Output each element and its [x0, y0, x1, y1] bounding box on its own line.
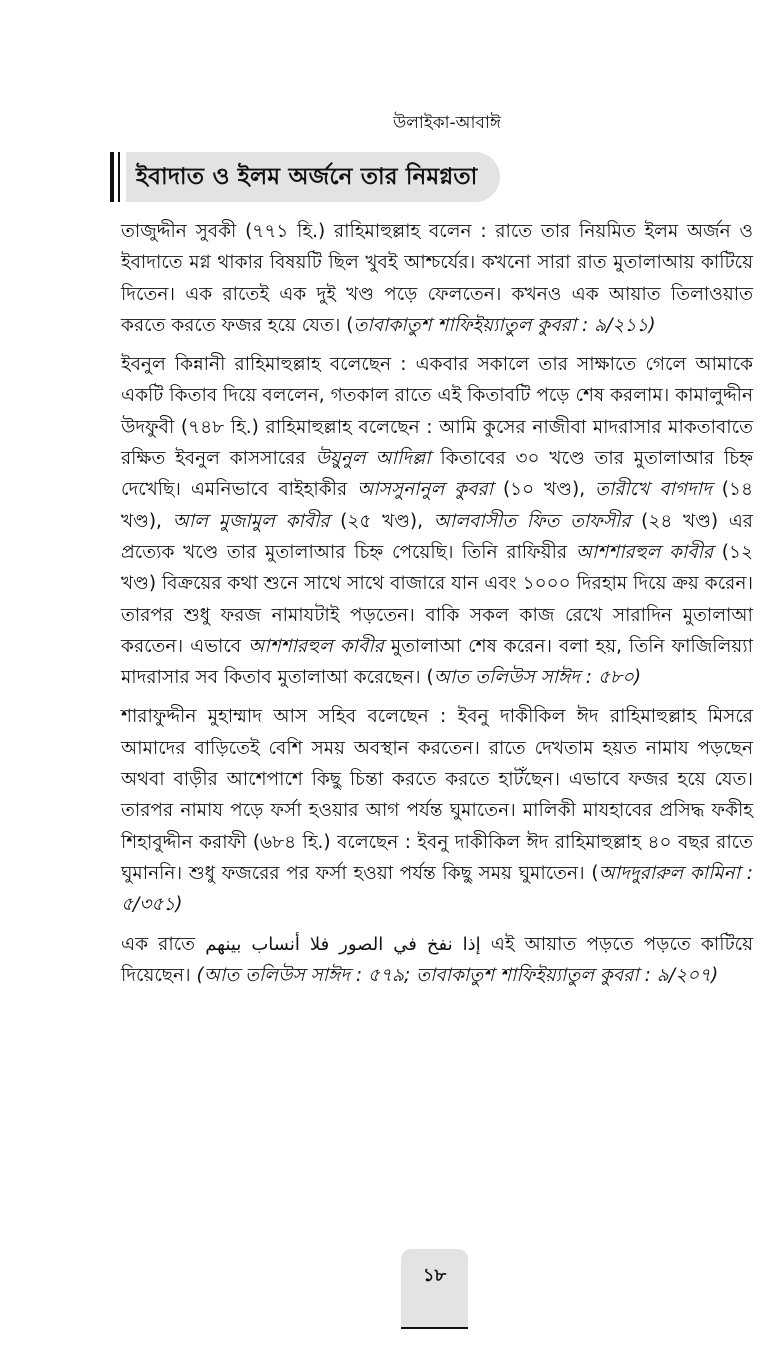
paragraph-2-segment: কিতাবের ৩০ খণ্ডে তার মুতালাআর চিহ্ন দেখেছি। এমনিভাবে বাইহাকীর	[121, 448, 753, 501]
book-title: আশশারহুল কাবীর	[575, 541, 714, 563]
book-title: আসসুনানুল কুবরা	[357, 479, 494, 501]
paragraph-3-citation: আদদুরারুল কামিনা : ৫/৩৫১)	[121, 862, 754, 916]
paragraph-2-segment: (১০ খণ্ড),	[493, 479, 596, 501]
section-title: ইবাদাত ও ইলম অর্জনে তার নিমগ্নতা	[126, 152, 500, 202]
paragraph-2-segment: (২৫ খণ্ড),	[329, 510, 434, 532]
paragraph-2-segment: (১৪ খণ্ড),	[121, 479, 753, 532]
section-heading	[110, 152, 500, 202]
paragraph-2-segment: মুতালাআ শেষ করেন। বলা হয়, তিনি ফাজিলিয়্যা মাদরাসার সব কিতাব মুতালাআ করেছেন। (	[121, 635, 754, 689]
paragraph-4-citation: (আত তলিউস সাঈদ : ৫৭৯; তাবাকাতুশ শাফিইয়্যাতুল কুবরা : ৯/২০৭)	[196, 964, 719, 986]
paragraph-4-segment: এক রাতে	[121, 933, 206, 955]
page-number	[401, 1249, 468, 1329]
arabic-verse: إذا نفخ في الصور فلا أنساب بينهم	[205, 933, 481, 955]
running-header-text: উলাইকা-আবাঈ	[393, 113, 501, 133]
paragraph-4	[121, 929, 753, 992]
paragraph-3-text: শারাফুদ্দীন মুহাম্মাদ আস সহিব বলেছেন : ইবনু দাকীকিল ঈদ রাহিমাহুল্লাহ মিসরে আমাদের বাড়িতেই বেশি সময় অবস্থান করতেন। রাতে দেখতাম হয়ত নামায পড়ছেন অথবা বাড়ীর আশেপাশে কিছু চিন্তা করতে করতে হাটঁছেন। এভাবে ফজর হয়ে যেত। তারপর নামায পড়ে ফর্সা হওয়ার আগ পর্যন্ত ঘুমাতেন। মালিকী মাযহাবের প্রসিদ্ধ ফকীহ শিহাবুদ্দীন করাফী (৬৮৪ হি.) বলেছেন : ইবনু দাকীকিল ঈদ রাহিমাহুল্লাহ ৪০ বছর রাতে ঘুমাননি। শুধু ফজরের পর ফর্সা হওয়া পর্যন্ত কিছু সময় ঘুমাতেন। (	[121, 706, 753, 884]
heading-bar-thick	[110, 152, 114, 202]
paragraph-3	[121, 701, 753, 920]
page-number-text: ১৮	[422, 1265, 447, 1286]
paragraph-4-segment: এই আয়াত পড়তে পড়তে কাটিয়ে দিয়েছেন।	[121, 933, 753, 986]
running-header	[0, 110, 774, 138]
heading-bar-thin	[118, 152, 120, 202]
paragraph-2-segment: (২৪ খণ্ড) এর প্রত্যেক খণ্ডে তার মুতালাআর চিহ্ন পেয়েছি। তিনি রাফিয়ীর	[121, 510, 753, 563]
book-title: আলবাসীত ফিত তাফসীর	[433, 510, 631, 532]
book-title: তারীখে বাগদাদ	[595, 479, 712, 501]
body-text	[121, 216, 753, 999]
paragraph-2-segment: (১২ খণ্ড) বিক্রয়ের কথা শুনে সাথে সাথে বাজারে যান এবং ১০০০ দিরহাম দিয়ে ক্রয় করেন। তারপর শুধু ফরজ নামাযটাই পড়তেন। বাকি সকল কাজ রেখে সারাদিন মুতালাআ করতেন। এভাবে	[121, 541, 754, 657]
book-title: আল মুজামুল কাবীর	[172, 510, 330, 532]
paragraph-1	[121, 216, 753, 341]
paragraph-1-citation: তাবাকাতুশ শাফিইয়্যাতুল কুবরা : ৯/২১১)	[353, 314, 656, 336]
book-title: আশশারহুল কাবীর	[248, 635, 384, 657]
book-title: উয়ুনুল আদিল্লা	[315, 448, 431, 470]
paragraph-2	[121, 349, 753, 693]
paragraph-2-citation: আত তলিউস সাঈদ : ৫৮০)	[433, 667, 642, 689]
paragraph-2-segment: ইবনুল কিন্নানী রাহিমাহুল্লাহ বলেছেন : একবার সকালে তার সাক্ষাতে গেলে আমাকে একটি কিতাব দিয়ে বললেন, গতকাল রাতে এই কিতাবটি পড়ে শেষ করলাম। কামালুদ্দীন উদফুবী (৭৪৮ হি.) রাহিমাহুল্লাহ বলেছেন : আমি কুসের নাজীবা মাদরাসার মাকতাবাতে রক্ষিত ইবনুল কাসসারের	[121, 354, 753, 470]
paragraph-1-text: তাজুদ্দীন সুবকী (৭৭১ হি.) রাহিমাহুল্লাহ বলেন : রাতে তার নিয়মিত ইলম অর্জন ও ইবাদাতে মগ্ন থাকার বিষয়টি ছিল খুবই আশ্চর্যের। কখনো সারা রাত মুতালাআয় কাটিয়ে দিতেন। এক রাতেই এক দুই খণ্ড পড়ে ফেলতেন। কখনও এক আয়াত তিলাওয়াত করতে করতে ফজর হয়ে যেত। (	[121, 221, 753, 336]
